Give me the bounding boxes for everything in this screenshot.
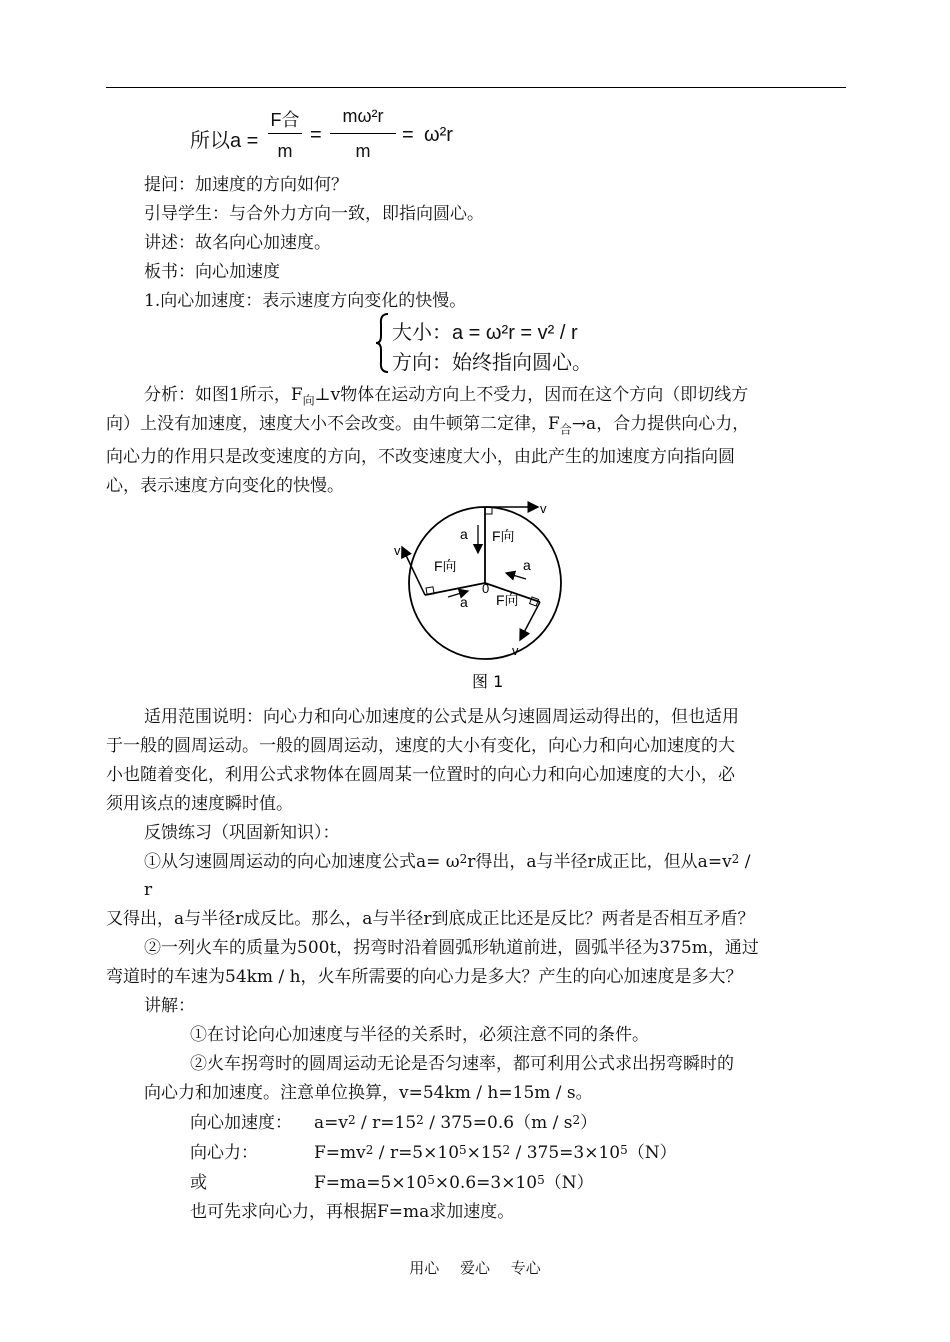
explain-point-2-line2: 向心力和加速度。注意单位换算，v=54km / h=15m / s。	[144, 1083, 593, 1103]
force-exp-3: 2	[502, 1143, 511, 1157]
q1-text-b: r得出，a与半径r成正比，但从a=v	[467, 852, 732, 872]
magnitude-row	[392, 316, 578, 345]
magnitude-formula: a = ω²r = v² / r	[452, 322, 578, 344]
acc-exp-2: 2	[416, 1113, 424, 1127]
footer-word-2: 爱心	[459, 1259, 490, 1277]
fraction-2-denominator: m	[355, 141, 371, 161]
acceleration-calculation	[314, 1112, 597, 1134]
definition-line: 1.向心加速度：表示速度方向变化的快慢。	[144, 291, 467, 311]
board-line: 板书：向心加速度	[144, 262, 280, 282]
explain-label: 讲解：	[144, 996, 195, 1016]
analysis-text-1b: ⊥v物体在运动方向上不受力，因而在这个方向（即切线方	[314, 385, 749, 405]
q1-text-c: /	[739, 852, 751, 872]
label-f-right: F向	[496, 592, 519, 608]
acceleration-label: 向心加速度：	[190, 1113, 292, 1133]
label-f-top: F向	[492, 528, 515, 544]
velocity-vector-left	[402, 547, 425, 595]
label-center: 0	[482, 581, 490, 596]
fraction-1-bar	[268, 133, 302, 134]
q1-text-a: ①从匀速圆周运动的向心加速度公式a= ω	[144, 852, 460, 872]
practice-q1-r: r	[144, 880, 153, 900]
analysis-line-4: 心，表示速度方向变化的快慢。	[106, 476, 344, 496]
analysis-line-1	[144, 384, 748, 411]
or-calculation	[314, 1172, 594, 1194]
analysis-sub-2: 合	[559, 422, 572, 437]
label-v-bottom: v	[512, 643, 519, 658]
acc-text-a: a=v	[314, 1113, 348, 1133]
force-calculation	[314, 1142, 677, 1164]
label-a-left: a	[460, 594, 468, 610]
or-label: 或	[190, 1173, 207, 1193]
scope-line-3: 小也随着变化，利用公式求物体在圆周某一位置时的向心力和向心加速度的大小，必	[106, 765, 735, 785]
practice-q2-line1: ②一列火车的质量为500t，拐弯时沿着圆弧形轨道前进，圆弧半径为375m，通过	[144, 938, 759, 958]
acc-text-c: / 375=0.6（m / s	[423, 1113, 573, 1133]
guide-line: 引导学生：与合外力方向一致，即指向圆心。	[144, 204, 484, 224]
fraction-1-numerator: F合	[270, 110, 300, 130]
force-exp-4: 5	[620, 1143, 628, 1157]
magnitude-label: 大小：	[392, 322, 452, 344]
practice-q2-line2: 弯道时的车速为54km / h，火车所需要的向心力是多大？产生的向心加速度是多大？	[106, 967, 743, 987]
left-brace	[374, 312, 390, 374]
acc-text-d: ）	[580, 1113, 598, 1133]
force-text-d: / 375=3×10	[510, 1143, 621, 1163]
formula-prefix: 所以a =	[190, 130, 259, 152]
analysis-text-1a: 分析：如图1所示，F	[144, 385, 303, 405]
direction-row: 方向：始终指向圆心。	[392, 352, 592, 374]
acc-text-b: / r=15	[355, 1113, 417, 1133]
analysis-text-2a: 向）上没有加速度，速度大小不会改变。由牛顿第二定律，F	[106, 414, 560, 434]
final-line: 也可先求向心力，再根据F=ma求加速度。	[190, 1202, 515, 1222]
label-f-left: F向	[434, 558, 457, 574]
footer-word-1: 用心	[409, 1259, 440, 1277]
velocity-vector-right	[520, 602, 540, 640]
analysis-line-3: 向心力的作用只是改变速度的方向，不改变速度大小，由此产生的加速度方向指向圆	[106, 447, 735, 467]
formula-result: ω²r	[424, 124, 453, 146]
fraction-2-bar	[330, 133, 396, 134]
analysis-text-2b: →a，合力提供向心力，	[571, 414, 750, 434]
label-v-top: v	[540, 501, 547, 516]
force-text-a: F=mv	[314, 1143, 366, 1163]
q1-exponent-1: 2	[459, 852, 468, 866]
explain-point-1: ①在讨论向心加速度与半径的关系时，必须注意不同的条件。	[190, 1025, 649, 1045]
scope-line-1: 适用范围说明：向心力和向心加速度的公式是从匀速圆周运动得出的，但也适用	[144, 707, 739, 727]
header-rule	[106, 87, 846, 88]
analysis-line-2	[106, 413, 749, 440]
or-text-c: （N）	[544, 1173, 594, 1193]
fraction-1-denominator: m	[277, 141, 293, 161]
force-exp-1: 2	[365, 1143, 374, 1157]
label-v-left: v	[394, 543, 401, 558]
analysis-sub-1: 向	[302, 393, 315, 408]
practice-q1-line1	[144, 851, 750, 873]
acc-exp-1: 2	[347, 1113, 356, 1127]
scope-line-2: 于一般的圆周运动。一般的圆周运动，速度的大小有变化，向心力和向心加速度的大	[106, 736, 735, 756]
lecture-line: 讲述：故名向心加速度。	[144, 233, 331, 253]
scope-line-4: 须用该点的速度瞬时值。	[106, 794, 293, 814]
figure-caption: 图 1	[472, 672, 504, 691]
force-exp-2: 5	[459, 1143, 467, 1157]
explain-point-2-line1: ②火车拐弯时的圆周运动无论是否匀速率，都可利用公式求出拐弯瞬时的	[190, 1054, 734, 1074]
label-a-top: a	[460, 526, 468, 542]
equals-1: =	[310, 124, 322, 146]
figure-1-circular-motion	[380, 495, 570, 700]
question-line: 提问：加速度的方向如何？	[144, 175, 348, 195]
acc-exp-3: 2	[572, 1113, 581, 1127]
or-exp-1: 5	[427, 1173, 435, 1187]
footer-word-3: 专心	[510, 1259, 541, 1277]
fraction-2-numerator: mω²r	[342, 106, 384, 126]
practice-q1-line2: 又得出，a与半径r成反比。那么，a与半径r到底成正比还是反比？两者是否相互矛盾？	[106, 909, 755, 929]
page-footer	[0, 1257, 950, 1278]
or-text-a: F=ma=5×10	[314, 1173, 428, 1193]
force-text-e: （N）	[627, 1143, 677, 1163]
force-text-b: / r=5×10	[373, 1143, 460, 1163]
equals-2: =	[402, 124, 414, 146]
or-exp-2: 5	[537, 1173, 545, 1187]
force-label: 向心力：	[190, 1143, 258, 1163]
practice-title: 反馈练习（巩固新知识）：	[144, 823, 340, 843]
or-text-b: ×0.6=3×10	[434, 1173, 538, 1193]
q1-exponent-2: 2	[731, 852, 740, 866]
force-text-c: ×15	[466, 1143, 503, 1163]
label-a-right: a	[523, 557, 531, 573]
acceleration-arrow-right	[506, 573, 526, 579]
